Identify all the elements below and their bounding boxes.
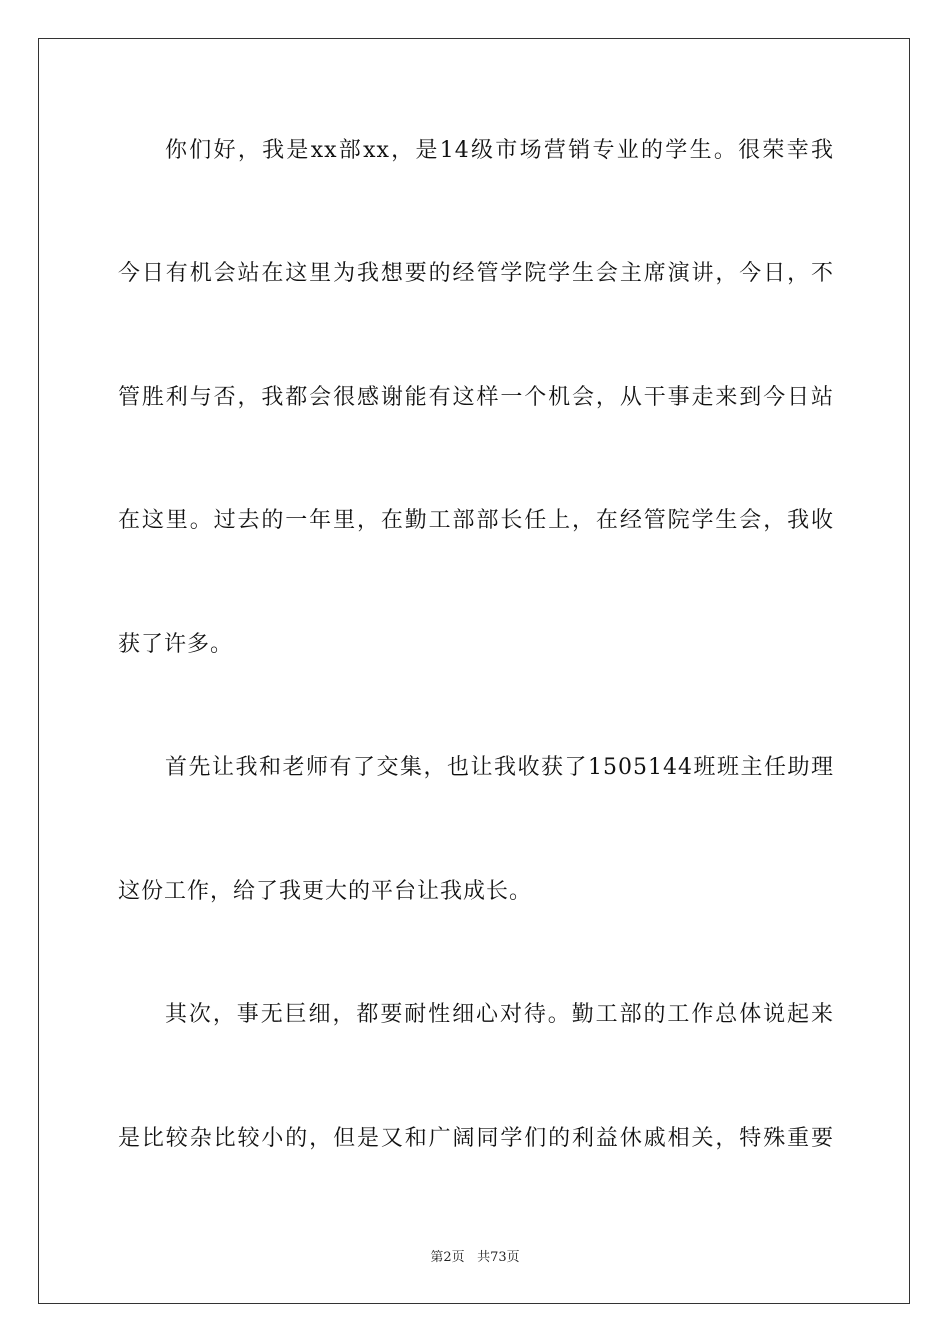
- paragraph-2-line-2: 这份工作，给了我更大的平台让我成长。: [118, 879, 533, 904]
- paragraph-1-line-1: 你们好，我是xx部xx，是14级市场营销专业的学生。很荣幸我: [165, 138, 834, 163]
- paragraph-1-line-2: 今日有机会站在这里为我想要的经管学院学生会主席演讲，今日，不: [118, 261, 834, 286]
- page-border: [38, 38, 910, 1304]
- paragraph-3-line-2: 是比较杂比较小的，但是又和广阔同学们的利益休戚相关，特殊重要: [118, 1126, 834, 1151]
- page-number: 第2页: [430, 1250, 465, 1265]
- paragraph-1-line-5: 获了许多。: [118, 632, 234, 657]
- page-total: 共73页: [477, 1250, 520, 1265]
- paragraph-2-line-1: 首先让我和老师有了交集，也让我收获了1505144班班主任助理: [165, 755, 834, 780]
- paragraph-1-line-3: 管胜利与否，我都会很感谢能有这样一个机会，从干事走来到今日站: [118, 385, 834, 410]
- page-footer: [0, 1246, 950, 1265]
- paragraph-1-line-4: 在这里。过去的一年里，在勤工部部长任上，在经管院学生会，我收: [118, 508, 834, 533]
- paragraph-3-line-1: 其次，事无巨细，都要耐性细心对待。勤工部的工作总体说起来: [165, 1002, 834, 1027]
